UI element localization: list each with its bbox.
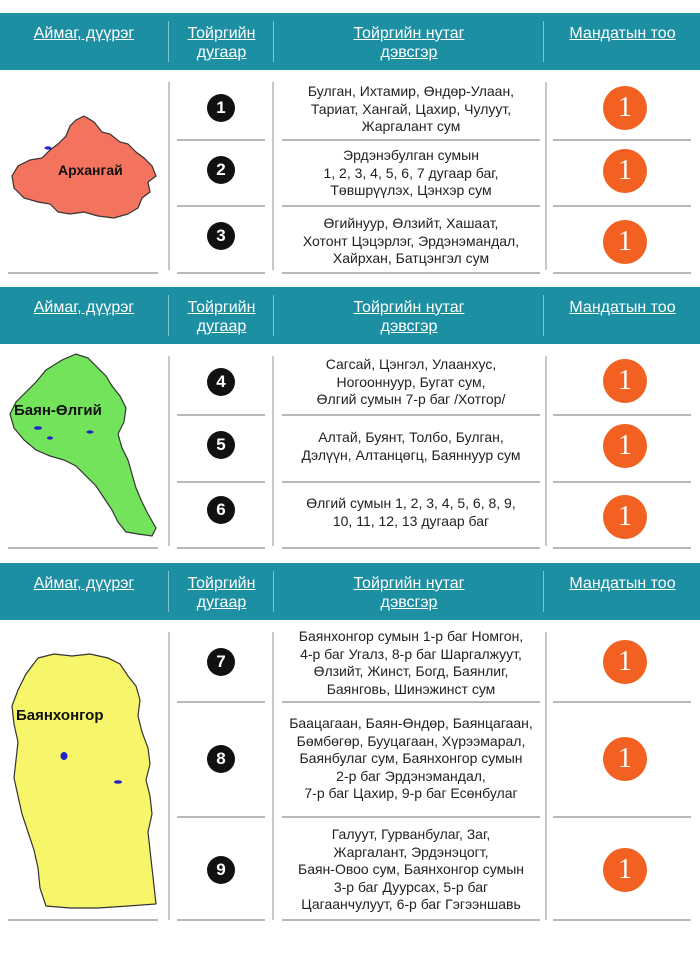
aimag-name: Архангай: [58, 162, 123, 178]
header-territory-line1: Тойргийн нутаг: [353, 25, 465, 42]
row-divider: [282, 547, 540, 549]
mandate-count-badge: 1: [603, 737, 647, 781]
header-territory: [275, 13, 543, 70]
district-territory: [280, 826, 542, 914]
district-number-badge: 4: [207, 368, 235, 396]
territory-line: Баянхонгор сумын 1-р баг Номгон,: [298, 628, 524, 644]
header-divider: [543, 295, 544, 336]
column-divider: [272, 632, 274, 920]
mandate-count-badge: 1: [603, 640, 647, 684]
header-divider: [168, 571, 169, 612]
district-number-badge: 7: [207, 648, 235, 676]
aimag-name: Баянхонгор: [16, 707, 104, 724]
column-divider: [168, 632, 170, 920]
territory-line: Баян-Овоо сум, Баянхонгор сумын: [298, 861, 524, 877]
header-district-number: [170, 563, 273, 620]
territory-line: Өлзийт, Жинст, Богд, Баянлиг,: [313, 663, 509, 679]
territory-line: Эрдэнэбулган сумын: [343, 147, 479, 163]
territory-line: Баацагаан, Баян-Өндөр, Баянцагаан,: [289, 715, 533, 731]
row-divider: [553, 547, 691, 549]
territory-line: Тариат, Хангай, Цахир, Чулуут,: [310, 100, 512, 117]
row-divider: [177, 205, 265, 207]
header-divider: [543, 21, 544, 62]
district-number-badge: 5: [207, 431, 235, 459]
district-territory: [280, 356, 542, 409]
header-district-number-line1: Тойргийн: [187, 25, 256, 42]
territory-line: Төвшрүүлэх, Цэнхэр сум: [330, 182, 492, 198]
header-territory-line1: Тойргийн нутаг: [353, 575, 465, 592]
header-territory-line2: дэвсгэр: [380, 318, 438, 335]
district-number-badge: 1: [207, 94, 235, 122]
district-number-badge: 2: [207, 156, 235, 184]
column-divider: [168, 82, 170, 270]
header-divider: [168, 21, 169, 62]
column-divider: [272, 82, 274, 270]
territory-line: 10, 11, 12, 13 дугаар баг: [332, 512, 490, 529]
row-divider: [282, 481, 540, 483]
row-divider: [282, 139, 540, 141]
header-mandates: Мандатын тоо: [569, 299, 676, 316]
territory-line: Галуут, Гурванбулаг, Заг,: [331, 826, 491, 842]
territory-line: Бөмбөгөр, Бууцагаан, Хүрээмарал,: [296, 732, 526, 749]
row-divider: [282, 701, 540, 703]
header-district-number-line1: Тойргийн: [187, 299, 256, 316]
territory-line: Жаргалант сум: [361, 118, 461, 134]
territory-line: Баянговь, Шинэжинст сум: [326, 680, 496, 697]
territory-line: Дэлүүн, Алтанцөгц, Баяннуур сум: [301, 446, 521, 463]
header-divider: [273, 571, 274, 612]
territory-line: Өлгий сумын 7-р баг /Хотгор/: [316, 391, 506, 407]
territory-line: Баянбулаг сум, Баянхонгор сумын: [299, 750, 523, 766]
header-divider: [273, 21, 274, 62]
table-header: [0, 287, 700, 344]
territory-line: Өгийнуур, Өлзийт, Хашаат,: [323, 215, 499, 231]
row-divider: [8, 272, 158, 274]
row-divider: [177, 701, 265, 703]
header-district-number-line2: дугаар: [196, 318, 247, 335]
header-divider: [168, 295, 169, 336]
header-district-number-line1: Тойргийн: [187, 575, 256, 592]
row-divider: [8, 547, 158, 549]
row-divider: [553, 139, 691, 141]
district-territory: [280, 495, 542, 530]
row-divider: [177, 272, 265, 274]
header-aimag: Аймаг, дүүрэг: [33, 575, 135, 592]
header-territory-line1: Тойргийн нутаг: [353, 299, 465, 316]
row-divider: [282, 272, 540, 274]
table-header: [0, 563, 700, 620]
row-divider: [553, 414, 691, 416]
row-divider: [553, 919, 691, 921]
district-territory: [280, 628, 542, 698]
district-territory: [280, 215, 542, 268]
bayankhongor-map: [10, 652, 160, 912]
header-district-number-line2: дугаар: [196, 594, 247, 611]
territory-line: Сагсай, Цэнгэл, Улаанхус,: [325, 356, 497, 372]
row-divider: [282, 919, 540, 921]
header-divider: [273, 295, 274, 336]
district-territory: [280, 715, 542, 803]
district-number-badge: 3: [207, 222, 235, 250]
mandate-count-badge: 1: [603, 424, 647, 468]
territory-line: Жаргалант, Эрдэнэцогт,: [333, 843, 489, 860]
mandate-count-badge: 1: [603, 359, 647, 403]
row-divider: [553, 272, 691, 274]
header-mandates: Мандатын тоо: [569, 25, 676, 42]
bayan-olgii-map: [6, 352, 162, 542]
territory-line: Хотонт Цэцэрлэг, Эрдэнэмандал,: [302, 232, 520, 249]
row-divider: [553, 205, 691, 207]
district-number-badge: 6: [207, 496, 235, 524]
row-divider: [177, 919, 265, 921]
territory-line: Ногооннуур, Бугат сум,: [336, 373, 486, 390]
mandate-count-badge: 1: [603, 86, 647, 130]
territory-line: Цагаанчулуут, 6-р баг Гэгээншавь: [301, 896, 521, 912]
row-divider: [282, 414, 540, 416]
header-divider: [543, 571, 544, 612]
row-divider: [177, 547, 265, 549]
row-divider: [282, 816, 540, 818]
header-territory-line2: дэвсгэр: [380, 44, 438, 61]
aimag-name: Баян-Өлгий: [14, 402, 102, 419]
header-district-number: [170, 13, 273, 70]
row-divider: [177, 139, 265, 141]
header-territory-line2: дэвсгэр: [380, 594, 438, 611]
header-territory: [275, 563, 543, 620]
territory-line: Хайрхан, Батцэнгэл сум: [332, 250, 490, 266]
territory-line: 2-р баг Эрдэнэмандал,: [336, 767, 486, 784]
row-divider: [553, 701, 691, 703]
territory-line: Булган, Ихтамир, Өндөр-Улаан,: [307, 83, 515, 99]
territory-line: 1, 2, 3, 4, 5, 6, 7 дугаар баг,: [323, 164, 499, 181]
district-number-badge: 9: [207, 856, 235, 884]
territory-line: Өлгий сумын 1, 2, 3, 4, 5, 6, 8, 9,: [306, 495, 516, 511]
row-divider: [177, 481, 265, 483]
row-divider: [553, 481, 691, 483]
row-divider: [553, 816, 691, 818]
column-divider: [545, 632, 547, 920]
row-divider: [8, 919, 158, 921]
header-district-number: [170, 287, 273, 344]
mandate-count-badge: 1: [603, 149, 647, 193]
column-divider: [545, 356, 547, 546]
table-header: [0, 13, 700, 70]
district-territory: [280, 83, 542, 136]
district-number-badge: 8: [207, 745, 235, 773]
territory-line: 3-р баг Дуурсах, 5-р баг: [333, 878, 489, 895]
column-divider: [272, 356, 274, 546]
territory-line: Алтай, Буянт, Толбо, Булган,: [318, 429, 504, 445]
header-mandates: Мандатын тоо: [569, 575, 676, 592]
column-divider: [545, 82, 547, 270]
column-divider: [168, 356, 170, 546]
mandate-count-badge: 1: [603, 495, 647, 539]
district-territory: [280, 429, 542, 464]
header-district-number-line2: дугаар: [196, 44, 247, 61]
mandate-count-badge: 1: [603, 220, 647, 264]
mandate-count-badge: 1: [603, 848, 647, 892]
territory-line: 7-р баг Цахир, 9-р баг Есөнбулаг: [304, 785, 518, 801]
header-territory: [275, 287, 543, 344]
row-divider: [177, 816, 265, 818]
district-territory: [280, 147, 542, 200]
row-divider: [177, 414, 265, 416]
header-aimag: Аймаг, дүүрэг: [33, 25, 135, 42]
header-aimag: Аймаг, дүүрэг: [33, 299, 135, 316]
territory-line: 4-р баг Угалз, 8-р баг Шаргалжуут,: [300, 645, 522, 662]
arkhangai-map: [10, 114, 160, 224]
row-divider: [282, 205, 540, 207]
